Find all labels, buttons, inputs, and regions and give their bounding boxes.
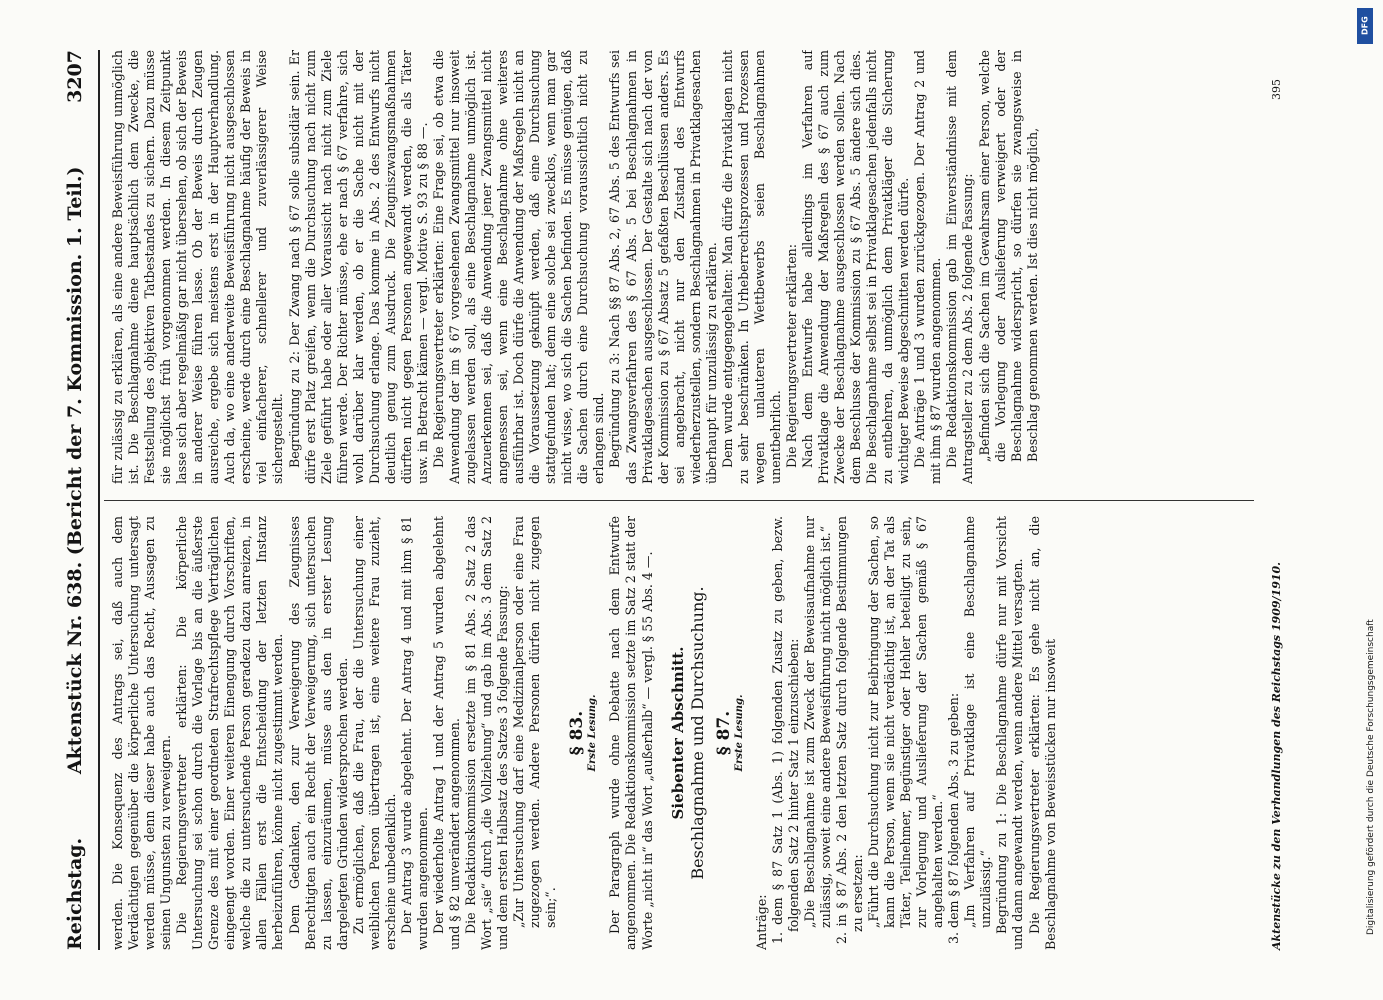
paragraph: Die Regierungsvertreter erklärten: Eine Frage sei, ob etwa die Anwendung der im § 67 vorgesehenen Zwangsmittel nur insoweit zugelassen werden soll, als eine Beschlagnahme unmöglich ist. Anzuerkennen sei, daß die Anwendung jener Zwangsmittel nicht angemessen sei, wenn eine Beschlagnahme ohne weiteres ausführbar ist. Doch dürfe die Anwendung der Maßregeln nicht an die Voraussetzung geknüpft werden, daß eine Durchsuchung stattgefunden hat; denn eine solche sei zwecklos, wenn man gar nicht wisse, wo sich die Sachen befinden. Es müsse genügen, daß die Sachen durch eine Durchsuchung voraussichtlich nicht zu erlangen sind. — [430, 50, 607, 484]
section-heading: § 83. — [567, 710, 588, 756]
rotated-document-page — [58, 50, 1308, 950]
paragraph: Die Redaktionskommission gab im Einverständnisse mit dem Antragsteller zu 2 dem Abs. 2 folgende Fassung: — [944, 50, 976, 484]
paragraph: Zu ermöglichen, daß die Frau, der die Untersuchung einer weiblichen Person übertragen ist, eine weitere Frau zuzieht, erscheine unbedenklich. — [350, 516, 398, 950]
reading-label: Erste Lesung. — [587, 694, 599, 772]
chapter-subtitle: Beschlagnahme und Durchsuchung. — [687, 586, 707, 880]
motion-item: 2. in § 87 Abs. 2 den letzten Satz durch folgende Bestimmungen zu ersetzen: — [833, 516, 866, 944]
paragraph: Begründung zu 1: Die Beschlagnahme dürfe nur mit Vorsicht und dann angewandt werden, wenn andere Mittel versagten. — [994, 516, 1026, 950]
paragraph: Die Regierungsvertreter erklärten: Die körperliche Untersuchung sei schon durch die Vorlage bis an die äußerste Grenze des mit einer geordneten Strafrechtspflege Verträglichen eingeengt worden. Einer weiteren Einengung durch Vorschriften, welche die zu untersuchende Person geradezu dazu anreizen, in allen Fällen erst die Entscheidung der letzten Instanz herbeizuführen, könne nicht zugestimmt werden. — [174, 516, 286, 950]
paragraph: Der Antrag 3 wurde abgelehnt. Der Antrag 4 und mit ihm § 81 wurden angenommen. — [398, 516, 430, 950]
quoted-provision: „Die Beschlagnahme ist zum Zweck der Beweisaufnahme nur zulässig, soweit eine andere Beweisführung nicht möglich ist.“ — [801, 516, 833, 928]
quoted-provision: „Befinden sich die Sachen im Gewahrsam einer Person, welche die Vorlegung oder Auslieferung verweigert oder der Beschlagnahme widerspricht, so dürfen sie zwangsweise in Beschlag genommen werden. Ist dies nicht möglich, — [976, 50, 1040, 462]
column-divider — [104, 500, 1254, 501]
paragraph: Der Paragraph wurde ohne Debatte nach dem Entwurfe angenommen. Die Redaktionskommission setzte im Satz 2 statt der Worte „nicht in“ das Wort „außerhalb“ — vergl. § 55 Abs. 4 —. — [607, 516, 655, 950]
motion-item: 1. dem § 87 Satz 1 (Abs. 1) folgenden Zusatz zu geben, bezw. folgenden Satz 2 hinter Satz 1 einzuschieben: — [769, 516, 801, 944]
page-header — [58, 50, 92, 950]
paragraph: Begründung zu 2: Der Zwang nach § 67 solle subsidiär sein. Er dürfe erst Platz greifen, wenn die Durchsuchung nach nicht zum Ziele geführt habe oder aller Voraussicht nach nicht zum Ziele führen werde. Der Richter müsse, ehe er nach § 67 verfahre, sich wohl darüber klar werden, ob er die Sache nicht mit der Durchsuchung erlange. Das komme in Abs. 2 des Entwurfs nicht deutlich genug zum Ausdruck. Die Zeugniszwangsmaßnahmen dürften nicht gegen Personen angewandt werden, die als Täter usw. in Betracht kämen — vergl. Motive S. 93 zu § 88 —. — [286, 50, 430, 484]
attribution-strip — [1352, 5, 1378, 995]
quoted-provision: „Zur Untersuchung darf eine Medizinalperson oder eine Frau zugezogen werden. Andere Personen dürfen nicht zugegen sein;“. — [511, 516, 559, 928]
chapter-heading: Siebenter Abschnitt. — [668, 646, 687, 820]
dfg-logo: DFG — [1357, 8, 1373, 44]
paragraph: für zulässig zu erklären, als eine andere Beweisführung unmöglich ist. Die Beschlagnahme diene hauptsächlich dem Zwecke, die Feststellung des objektiven Tatbestandes zu sichern. Dazu müsse sie möglichst früh vorgenommen werden. In diesem Zeitpunkt lasse sich aber regelmäßig gar nicht übersehen, ob sich der Beweis in anderer Weise führen lasse. Ob der Beweis durch Zeugen ausreiche, ergebe sich meistens erst in der Hauptverhandlung. Auch da, wo eine anderweite Beweisführung nicht ausgeschlossen erscheine, werde durch eine Beschlagnahme häufig der Beweis in viel einfacherer, schnellerer und zuverlässigerer Weise sichergestellt. — [110, 50, 286, 484]
paragraph: Die Regierungsvertreter erklärten: Es gehe nicht an, die Beschlagnahme von Beweisstücken nur insoweit — [1026, 516, 1058, 950]
motion-item: 3. dem § 87 folgenden Abs. 3 zu geben: — [946, 692, 962, 944]
reading-label: Erste Lesung. — [733, 694, 745, 772]
attribution-text: Digitalisierung gefördert durch die Deutsche Forschungsgemeinschaft — [1366, 619, 1376, 935]
paragraph: Der wiederholte Antrag 1 und der Antrag 5 wurden abgelehnt und § 82 unverändert angenommen. — [430, 516, 462, 950]
header-rule — [98, 50, 100, 950]
paragraph: Die Redaktionskommission ersetzte im § 81 Abs. 2 Satz 2 das Wort „sie“ durch „die Vollziehung“ und gab im Abs. 3 dem Satz 2 und dem ersten Halbsatz des Satzes 3 folgende Fassung: — [463, 516, 511, 950]
header-title: Aktenstück Nr. 638. (Bericht der 7. Kommission. 1. Teil.) — [64, 166, 86, 775]
footer-source: Aktenstücke zu den Verhandlungen des Reichstags 1909/1910. — [1270, 562, 1283, 950]
paragraph: Dem Gedanken, den zur Verweigerung des Zeugnisses Berechtigten auch ein Recht der Verweigerung, sich untersuchen zu lassen, einzuräumen, müsse aus den in erster Lesung dargelegten Gründen widersprochen werden. — [286, 516, 350, 950]
footer-sheet-number: 395 — [1270, 79, 1283, 100]
left-column — [110, 516, 1260, 950]
right-column — [110, 50, 1260, 484]
quoted-provision: „Im Verfahren auf Privatklage ist eine Beschlagnahme unzulässig.“ — [962, 516, 994, 928]
paragraph: Die Anträge 1 und 3 wurden zurückgezogen. Der Antrag 2 und mit ihm § 87 wurden angenommen. — [912, 50, 944, 484]
paragraph: Nach dem Entwurfe habe allerdings im Verfahren auf Privatklage die Anwendung der Maßregeln des § 67 auch zum Zwecke der Beschlagnahme ausgeschlossen werden sollen. Nach dem Beschlusse der Kommission zu § 67 Abs. 5 ändere sich dies. Die Beschlagnahme selbst sei in Privatklagesachen jedenfalls nicht zu entbehren, da unmöglich dem Privatkläger die Sicherung wichtiger Beweise abgeschnitten werden dürfe. — [800, 50, 912, 484]
quoted-provision: „Führt die Durchsuchung nicht zur Beibringung der Sachen, so kann die Person, wenn sie nicht verdächtig ist, an der Tat als Täter, Teilnehmer, Begünstiger oder Hehler beteiligt zu sein, zur Vorlegung und Auslieferung der Sachen gemäß § 67 angehalten werden.“ — [866, 516, 946, 928]
paragraph: Dem wurde entgegengehalten: Man dürfe die Privatklagen nicht zu sehr beschränken. In Urheberrechtsprozessen und Prozessen wegen unlauteren Wettbewerbs seien Beschlagnahmen unentbehrlich. — [719, 50, 783, 484]
paragraph: Die Regierungsvertreter erklärten: — [783, 243, 799, 468]
paragraph: werden. Die Konsequenz des Antrags sei, daß auch dem Verdächtigen gegenüber die körperliche Untersuchung untersagt werden müsse, denn dieser habe auch das Recht, Aussagen zu seinen Ungunsten zu verweigern. — [110, 516, 174, 950]
section-heading: § 87. — [713, 710, 734, 756]
header-left: Reichstag. — [64, 837, 86, 950]
paragraph: Anträge: — [753, 894, 769, 950]
page-number: 3207 — [64, 50, 86, 103]
paragraph: Begründung zu 3: Nach §§ 87 Abs. 2, 67 Abs. 5 des Entwurfs sei das Zwangsverfahren des § 67 Abs. 5 bei Beschlagnahmen in Privatklagesachen ausgeschlossen. Der Gestalte sich nach der von der Kommission zu § 67 Absatz 5 gefaßten Beschlüssen anders. Es sei angebracht, nicht nur den Zustand des Entwurfs wiederherzustellen, sondern Beschlagnahmen in Privatklagesachen überhaupt für unzulässig zu erklären. — [607, 50, 719, 484]
